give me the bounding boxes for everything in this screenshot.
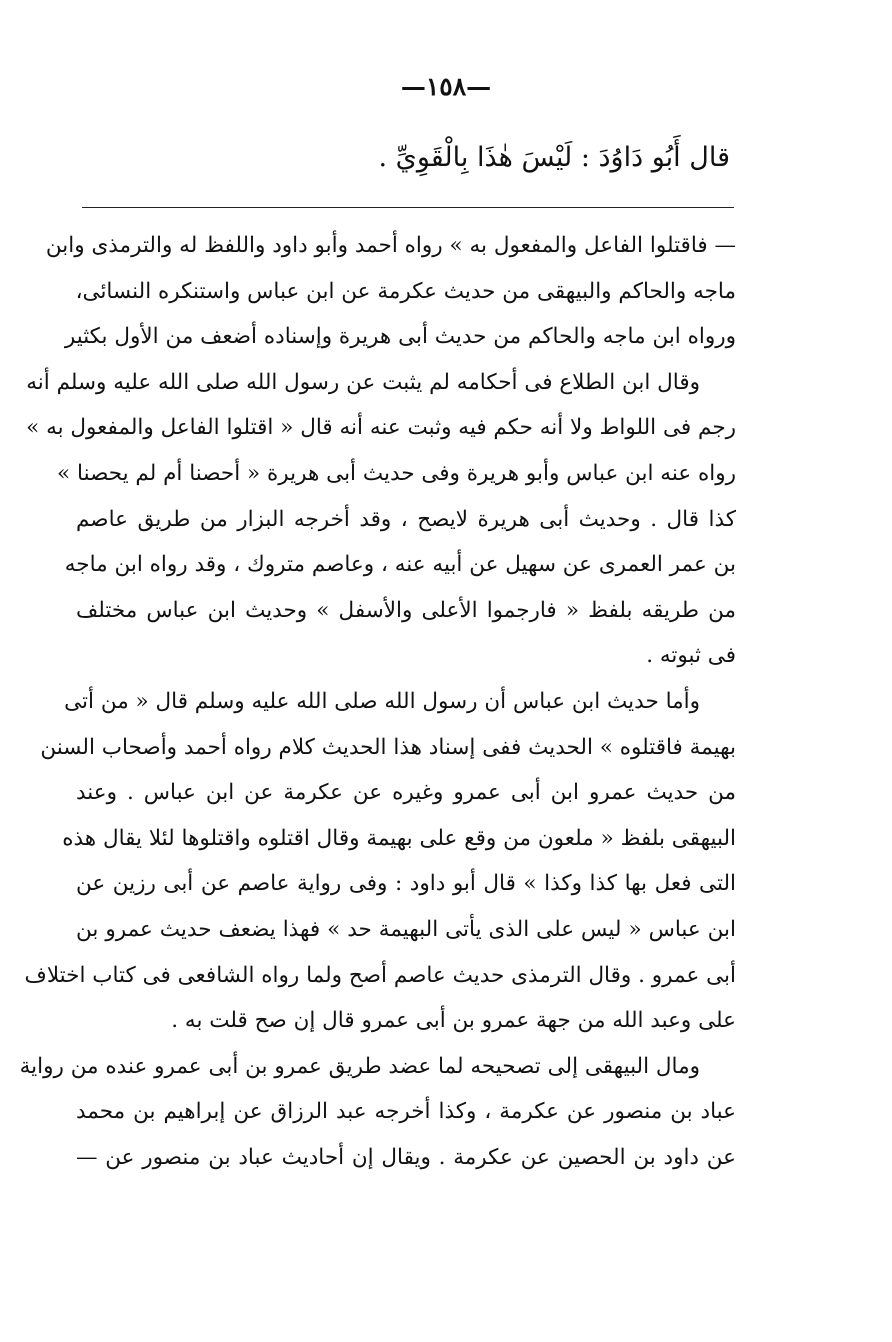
text-line: أبى عمرو . وقال الترمذى حديث عاصم أصح ولما رواه الشافعى فى كتاب اختلاف	[24, 962, 736, 988]
text-line: من حديث عمرو ابن أبى عمرو وغيره عن عكرمة عن ابن عباس . وعند	[76, 780, 736, 806]
text-line: فى ثبوته .	[646, 643, 736, 669]
text-line: البيهقى بلفظ « ملعون من وقع على بهيمة وقال اقتلوه واقتلوها لئلا يقال هذه	[62, 825, 736, 851]
text-line: ماجه والحاكم والبيهقى من حديث عكرمة عن ابن عباس واستنكره النسائى،	[75, 278, 736, 304]
text-line: ورواه ابن ماجه والحاكم من حديث أبى هريرة وإسناده أضعف من الأول بكثير	[64, 324, 736, 350]
text-line: ومال البيهقى إلى تصحيحه لما عضد طريق عمرو بن أبى عمرو عنده من رواية	[19, 1053, 700, 1079]
text-line: بهيمة فاقتلوه » الحديث ففى إسناد هذا الحديث كلام رواه أحمد وأصحاب السنن	[40, 734, 736, 760]
text-line: عباد بن منصور عن عكرمة ، وكذا أخرجه عبد الرزاق عن إبراهيم بن محمد	[76, 1099, 736, 1125]
footnote-text	[19, 223, 736, 1180]
header-quote: قال أَبُو دَاوُدَ : لَيْسَ هٰذَا بِالْقَوِيِّ .	[378, 142, 730, 173]
text-line: ابن عباس « ليس على الذى يأتى البهيمة حد » فهذا يضعف حديث عمرو بن	[76, 916, 736, 942]
text-line: على وعبد الله من جهة عمرو بن أبى عمرو قال إن صح قلت به .	[171, 1008, 736, 1034]
text-line: وأما حديث ابن عباس أن رسول الله صلى الله عليه وسلم قال « من أتى	[64, 688, 700, 714]
text-line: عن داود بن الحصين عن عكرمة . ويقال إن أحاديث عباد بن منصور عن —	[76, 1144, 736, 1170]
page-number: —١٥٨—	[400, 72, 492, 101]
text-line: رجم فى اللواط ولا أنه حكم فيه وثبت عنه أنه قال « اقتلوا الفاعل والمفعول به »	[26, 415, 736, 441]
footnote-divider	[82, 207, 734, 208]
text-line: — فاقتلوا الفاعل والمفعول به » رواه أحمد وأبو داود واللفظ له والترمذى وابن	[45, 233, 736, 258]
text-line: وقال ابن الطلاع فى أحكامه لم يثبت عن رسول الله صلى الله عليه وسلم أنه	[26, 369, 700, 395]
text-line: من طريقه بلفظ « فارجموا الأعلى والأسفل » وحديث ابن عباس مختلف	[76, 597, 736, 623]
text-line: بن عمر العمرى عن سهيل عن أبيه عنه ، وعاصم متروك ، وقد رواه ابن ماجه	[64, 552, 736, 578]
text-line: رواه عنه ابن عباس وأبو هريرة وفى حديث أبى هريرة « أحصنا أم لم يحصنا »	[57, 460, 736, 486]
text-line: كذا قال . وحديث أبى هريرة لايصح ، وقد أخرجه البزار من طريق عاصم	[76, 506, 736, 532]
text-line: التى فعل بها كذا وكذا » قال أبو داود : وفى رواية عاصم عن أبى رزين عن	[76, 871, 736, 897]
